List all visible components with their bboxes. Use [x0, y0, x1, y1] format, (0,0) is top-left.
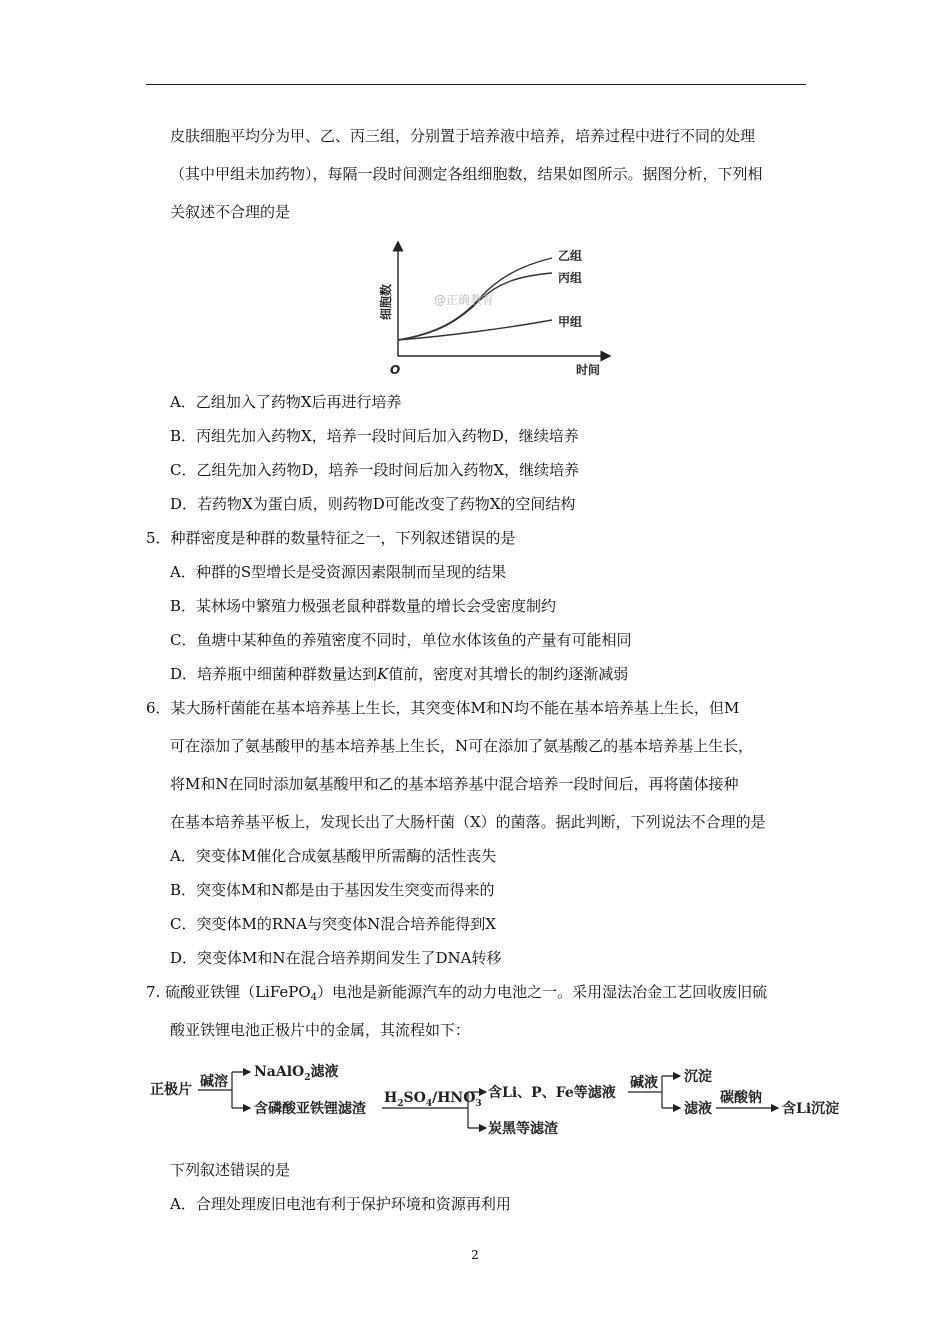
q4-option-a: A．乙组加入了药物X后再进行培养: [170, 393, 402, 411]
q6-stem-line-4: 在基本培养基平板上，发现长出了大肠杆菌（X）的菌落。据此判断，下列说法不合理的是: [170, 813, 766, 831]
q6-option-c: C．突变体M的RNA与突变体N混合培养能得到X: [170, 915, 496, 933]
q7-stem-line-1: [146, 982, 767, 1008]
q6-stem-line-1: 6．某大肠杆菌能在基本培养基上生长，其突变体M和N均不能在基本培养基上生长，但M: [146, 699, 740, 717]
origin-label: O: [390, 363, 401, 377]
q5-option-d-k: K: [377, 665, 389, 683]
q7-stem-sub: 4: [310, 992, 318, 1003]
q4-stem-line-2: （其中甲组未加药物），每隔一段时间测定各组细胞数，结果如图所示。据图分析，下列相: [170, 165, 763, 183]
q6-option-b: B．突变体M和N都是由于基因发生突变而得来的: [170, 881, 495, 899]
q4-option-c: C．乙组先加入药物D，培养一段时间后加入药物X，继续培养: [170, 461, 580, 479]
flow-reagent4: 碳酸钠: [720, 1090, 762, 1106]
q6-stem-line-2: 可在添加了氨基酸甲的基本培养基上生长，N可在添加了氨基酸乙的基本培养基上生长，: [170, 737, 754, 755]
label-yi: 乙组: [558, 249, 583, 263]
curve-jia: [398, 320, 552, 340]
q6-option-d: D．突变体M和N在混合培养期间发生了DNA转移: [170, 949, 502, 967]
q5-option-d-prefix: D．培养瓶中细菌种群数量达到: [170, 665, 378, 683]
q5-option-b: B．某林场中繁殖力极强老鼠种群数量的增长会受密度制约: [170, 597, 557, 615]
flow-start: 正极片: [150, 1082, 192, 1098]
q5-option-a: A．种群的S型增长是受资源因素限制而呈现的结果: [170, 563, 507, 581]
q4-stem-line-3: 关叙述不合理的是: [170, 203, 291, 221]
label-jia: 甲组: [558, 315, 583, 329]
flow-step3: 碱液: [630, 1075, 658, 1091]
q7-question: 下列叙述错误的是: [170, 1161, 291, 1179]
recycling-flowchart: [146, 1056, 856, 1146]
cell-growth-graph: [368, 238, 618, 380]
header-rule: [146, 84, 806, 85]
q4-option-b: B．丙组先加入药物X，培养一段时间后加入药物D，继续培养: [170, 427, 579, 445]
flow-filtrate2: 含Li、P、Fe等滤液: [488, 1085, 616, 1101]
q4-stem-line-1: 皮肤细胞平均分为甲、乙、丙三组，分别置于培养液中培养，培养过程中进行不同的处理: [170, 127, 756, 145]
q5-option-d: [170, 664, 628, 684]
label-bing: 丙组: [558, 271, 583, 285]
page-number: 2: [471, 1248, 479, 1262]
q6-stem-line-3: 将M和N在同时添加氨基酸甲和乙的基本培养基中混合培养一段时间后，再将菌体接种: [170, 775, 739, 793]
q5-stem: 5．种群密度是种群的数量特征之一，下列叙述错误的是: [146, 529, 516, 547]
q6-option-a: A．突变体M催化合成氨基酸甲所需酶的活性丧失: [170, 847, 497, 865]
q5-option-d-suffix: 值前，密度对其增长的制约逐渐减弱: [388, 665, 629, 683]
flow-residue1: 含磷酸亚铁锂滤渣: [254, 1101, 366, 1117]
flow-filtrate3: 滤液: [684, 1101, 712, 1117]
q7-stem-line-2: 酸亚铁锂电池正极片中的金属，其流程如下：: [170, 1021, 471, 1039]
q7-option-a: A．合理处理废旧电池有利于保护环境和资源再利用: [170, 1195, 511, 1213]
x-axis-label: 时间: [576, 363, 601, 377]
q5-option-c: C．鱼塘中某种鱼的养殖密度不同时，单位水体该鱼的产量有可能相同: [170, 631, 632, 649]
flow-product: 含Li沉淀: [782, 1101, 840, 1117]
flow-residue2: 炭黑等滤渣: [488, 1121, 558, 1137]
flow-filtrate1: NaAlO$_2$滤液: [254, 1064, 339, 1083]
q7-stem-part2: ）电池是新能源汽车的动力电池之一。采用湿法冶金工艺回收废旧硫: [317, 983, 768, 1001]
q7-stem-part1: 7. 硫酸亚铁锂（LiFePO: [146, 983, 311, 1001]
flow-precipitate: 沉淀: [684, 1069, 712, 1085]
q4-option-d: D．若药物X为蛋白质，则药物D可能改变了药物X的空间结构: [170, 495, 576, 513]
flow-step1: 碱溶: [200, 1074, 228, 1090]
flow-reagent2: $H_2SO_4/HNO_3$: [384, 1090, 482, 1109]
y-axis-label: 细胞数: [379, 283, 393, 320]
watermark: @正确教育: [434, 293, 495, 307]
